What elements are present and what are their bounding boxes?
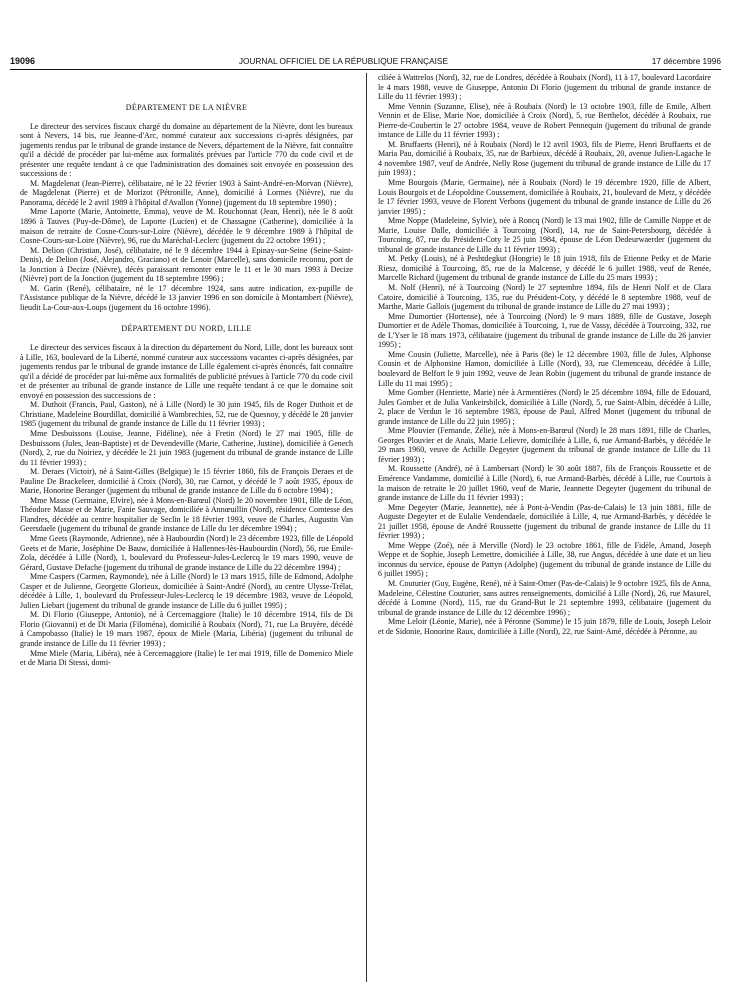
notice-paragraph: Mme Dumortier (Hortense), née à Tourcoing (Nord) le 9 mars 1889, fille de Gustave, Joseph Dumortier et de Adèle Thomas, domiciliée à Tourcoing, 1, rue de Vassy, décédée à Tourcoing, 332, rue de L'Yser le 18 mars 1973, célibataire (jugement du tribunal de grande instance de Lille du 26 janvier 1995) ; [378, 311, 711, 350]
notice-paragraph: Mme Leloir (Léonie, Marie), née à Péronne (Somme) le 15 juin 1879, fille de Louis, Joseph Leloir et de Sidonie, Honorine Raux, domiciliée à Lille (Nord), 22, rue Saint-Amé, décédée à Péronne, au [378, 617, 711, 636]
section-title-nord-lille: DÉPARTEMENT DU NORD, LILLE [121, 324, 252, 334]
notice-paragraph: Mme Noppe (Madeleine, Sylvie), née à Roncq (Nord) le 13 mai 1902, fille de Camille Noppe et de Marie, Louise Dalle, domiciliée à Tourcoing (Nord), 14, rue de Saint-Petersbourg, décédée à Tourcoing, 87, rue du Président-Coty le 25 juin 1984, épouse de Léon Dedeurwaerder (jugement du tribunal de grande instance de Lille du 11 février 1993) ; [378, 216, 711, 254]
notice-paragraph: Mme Vennin (Suzanne, Elise), née à Roubaix (Nord) le 13 octobre 1903, fille de Emile, Albert Vennin et de Elise, Marie Noe, domiciliée à Croix (Nord), 5, rue Berthelot, décédée à Roubaix, rue Pierre-de-Coubertin le 27 octobre 1984, veuve de Robert Pennequin (jugement du tribunal de grande instance de Lille du 11 février 1993) ; [378, 101, 711, 140]
notice-paragraph: Mme Caspers (Carmen, Raymonde), née à Lille (Nord) le 13 mars 1915, fille de Edmond, Adolphe Casper et de Julienne, Georgette Glorieux, domiciliée à Saint-André (Nord), au centre Ulysse-Trélat, décédée à Lille, 1, boulevard du Professeur-Jules-Leclercq le 19 décembre 1983, veuve de Léopold, Julien Liebart (jugement du tribunal de grande instance de Lille du 6 juillet 1995) ; [20, 572, 353, 610]
notice-paragraph: M. Duthoit (Francis, Paul, Gaston), né à Lille (Nord) le 30 juin 1945, fils de Roger Duthoit et de Christiane, Madeleine Bourdillat, domicilié à Wambrechies, 52, rue de Quesnoy, y décédé le 28 janvier 1985 (jugement du tribunal de grande instance de Lille du 11 février 1993) ; [20, 400, 353, 429]
journal-title: JOURNAL OFFICIEL DE LA RÉPUBLIQUE FRANÇAISE [238, 56, 448, 66]
notice-paragraph: Mme Degeyter (Marie, Jeannette), née à Pont-à-Vendin (Pas-de-Calais) le 13 juin 1881, fille de Auguste Degeyter et de Eulalie Vendendaele, domiciliée à Lille, 4, rue Armand-Barbès, y décédée le 21 juillet 1958, épouse de André Roussette (jugement du tribunal de grande instance de Lille du 11 février 1993) ; [378, 502, 711, 541]
notice-paragraph: Mme Plouvier (Fernande, Zélie), née à Mons-en-Barœul (Nord) le 28 mars 1891, fille de Charles, Georges Plouvier et de Anaïs, Marie Lelievre, domiciliée à Lille, 6, rue Armand-Barbès, y décédée le 29 mars 1960, veuve de Achille Degeyter (jugement du tribunal de grande instance de Lille du 11 février 1993) ; [378, 426, 711, 464]
section-title-nievre: DÉPARTEMENT DE LA NIÈVRE [125, 103, 248, 112]
nievre-notices [20, 122, 353, 313]
page-header [10, 52, 721, 66]
notice-paragraph: M. Nolf (Henri), né à Tourcoing (Nord) le 27 septembre 1894, fils de Henri Nolf et de Clara Catoire, domicilié à Tourcoing, 135, rue du Président-Coty, y décédé le 8 septembre 1988, veuf de Marthe, Marie Gallois (jugement du tribunal de grande instance de Lille du 27 mai 1993) ; [378, 283, 711, 312]
notice-paragraph: Mme Masse (Germaine, Elvire), née à Mons-en-Barœul (Nord) le 20 novembre 1901, fille de Léon, Théodore Masse et de Marie, Fanie Sauvage, domiciliée à Annœuillin (Nord), résidence Comtesse des Flandres, décédée au centre hospitalier de Seclin le 18 février 1993, veuve de Charles, Augustin Van Geersdaele (jugement du tribunal de grande instance de Lille du 1er décembre 1994) ; [20, 495, 353, 534]
notice-paragraph: Mme Laporte (Marie, Antoinette, Emma), veuve de M. Rouchonnat (Jean, Henri), née le 8 août 1896 à Tauves (Puy-de-Dôme), de Laporte (Lucien) et de Chassagne (Catherine), domiciliée à la maison de retraite de Cosne-Cours-sur-Loire (Nièvre), décédée le 9 décembre 1989 à l'hôpital de Cosne-Cours-sur-Loire (Nièvre), 96, rue du Maréchal-Leclerc (jugement du 22 octobre 1991) ; [20, 207, 353, 246]
notice-paragraph: M. Petky (Louis), né à Peshtdegkut (Hongrie) le 18 juin 1918, fils de Etienne Petky et de Marie Riesz, domicilié à Tourcoing, 85, rue de la Malcense, y décédé le 6 juillet 1988, veuf de Renée, Marcelle Richard (jugement du tribunal de grande instance de Lille du 25 mars 1993) ; [378, 254, 711, 283]
issue-date: 17 décembre 1996 [651, 56, 721, 66]
right-column [378, 73, 711, 988]
notice-paragraph: Mme Cousin (Juliette, Marcelle), née à Paris (8e) le 12 décembre 1903, fille de Jules, Alphonse Cousin et de Alphonsine Hamon, domiciliée à Lille (Nord), 33, rue Clemenceau, décédée à Lille, boulevard de Belfort le 9 juin 1992, veuve de Jean Robin (jugement du tribunal de grande instance de Lille du 11 mai 1995) ; [378, 349, 711, 388]
notice-paragraph: M. Magdelenat (Jean-Pierre), célibataire, né le 22 février 1903 à Saint-André-en-Morvan (Nièvre), de Magdelenat (Pierre) et de Morizot (Pétronille, Anne), domicilié à Lormes (Nièvre), rue du Panorama, décédé le 2 avril 1989 à l'hôpital d'Avallon (Yonne) (jugement du 18 septembre 1990) ; [20, 178, 353, 207]
notice-paragraph: M. Delion (Christian, José), célibataire, né le 9 décembre 1944 à Epinay-sur-Seine (Seine-Saint-Denis), de Delion (José, Alejandro, Graciano) et de Lenoir (Marcelle), sans domicile reconnu, port de la Jonction à Decize (Nièvre), décès paraissant remonter entre le 11 et le 30 mars 1993 à Decize (Nièvre) port de la Jonction (jugement du 18 septembre 1996) ; [20, 245, 353, 284]
notice-paragraph: Mme Miele (Maria, Libéra), née à Cercemaggiore (Italie) le 1er mai 1919, fille de Domenico Miele et de Maria Di Stessi, domi- [20, 648, 353, 668]
notice-paragraph: M. Deraes (Victoir), né à Saint-Gilles (Belgique) le 15 février 1860, fils de François Deraes et de Pauline De Brackeleer, domicilié à Croix (Nord), 30, rue Carnot, y décédé le 7 août 1935, époux de Marie, Honorine Beranger (jugement du tribunal de grande instance de Lille du 6 octobre 1994) ; [20, 467, 353, 496]
notice-paragraph: M. Bruffaerts (Henri), né à Roubaix (Nord) le 12 avril 1903, fils de Pierre, Henri Bruffaerts et de Maria Pau, domicilié à Roubaix, 35, rue de Barbieux, décédé à Roubaix, 20, avenue Julien-Lagache le 4 novembre 1987, veuf de Andrée, Nelly Rose (jugement du tribunal de grande instance de Lille du 17 juin 1993) ; [378, 139, 711, 178]
notice-paragraph: M. Di Florio (Giuseppe, Antonio), né à Cercemaggiore (Italie) le 10 décembre 1914, fils de Di Florio (Giovanni) et de Di Maria (Filoména), domicilié à Roubaix (Nord), 71, rue La Bruyère, décédé à Campobasso (Italie) le 19 mars 1987, époux de Miele (Maria, Libéria) (jugement du tribunal de grande instance de Lille du 11 février 1993) ; [20, 610, 353, 648]
notice-paragraph: Mme Gomber (Henriette, Marie) née à Armentières (Nord) le 25 décembre 1894, fille de Edouard, Jules Gomber et de Julia Vankeirsbilck, domiciliée à Lille (Nord), 5, rue Saint-Albin, décédée à Lille, 2, place de Verdun le 16 septembre 1983, épouse de Paul, Alfred Monet (jugement du tribunal de grande instance de Lille du 22 juin 1995) ; [378, 388, 711, 426]
nord-lille-notices [20, 343, 353, 668]
notice-paragraph: ciliée à Wattrelos (Nord), 32, rue de Londres, décédée à Roubaix (Nord), 11 à 17, boulevard Lacordaire le 4 mars 1988, veuve de Giuseppe, Antonio Di Florio (jugement du tribunal de grande instance de Lille du 11 février 1993) ; [378, 73, 711, 102]
notice-paragraph: Mme Geets (Raymonde, Adrienne), née à Haubourdin (Nord) le 23 décembre 1923, fille de Léopold Geets et de Marie, Joséphine De Bauw, domiciliée à Hallennes-lès-Haubourdin (Nord), 56, rue Emile-Zola, décédée à Lille (Nord), 1, boulevard du Professeur-Jules-Leclercq le 19 mars 1990, veuve de Gérard, Gustave Defache (jugement du tribunal de grande instance de Lille du 22 décembre 1994) ; [20, 533, 353, 572]
nord-lille-notices-continued [378, 73, 711, 636]
notice-paragraph: Le directeur des services fiscaux chargé du domaine au département de la Nièvre, dont les bureaux sont à Nevers, 14 bis, rue Jeanne-d'Arc, nommé curateur aux successions ci-après désignées, par jugements rendus par le tribunal de grande instance de Nevers, département de la Nièvre, fait connaître qu'il a décidé de procéder par lui-même aux formalités prévues par l'article 770 du code civil et de présenter une requête tendant à ce que l'administration des domaines soit envoyée en possession des successions de : [20, 121, 353, 179]
notice-paragraph: M. Roussette (André), né à Lambersart (Nord) le 30 août 1887, fils de François Roussette et de Emérence Vandamme, domicilié à Lille (Nord), 6, rue Armand-Barbès, décédé à Lille, rue Courtois à la maison de retraite le 20 juillet 1960, veuf de Marie, Jeannette Degeyter (jugement du tribunal de grande instance de Lille du 11 février 1993) ; [378, 464, 711, 503]
left-column [20, 100, 353, 980]
header-rule [10, 69, 721, 70]
notice-paragraph: Le directeur des services fiscaux à la direction du département du Nord, Lille, dont les bureaux sont à Lille, 163, boulevard de la Liberté, nommé curateur aux successions vacantes ci-après désignées, par jugements rendus par le tribunal de grande instance de Lille également ci-après énoncés, fait connaître qu'il a décidé de procéder par lui-même aux formalités de publicité prévues à l'article 770 du code civil et de présenter au tribunal de grande instance de Lille une requête tendant à ce que le domaine soit envoyé en possession des successions de : [20, 343, 353, 400]
notice-paragraph: Mme Desbuissons (Louise, Jeanne, Fidéline), née à Fretin (Nord) le 27 mai 1905, fille de Desbuissons (Jules, Jean-Baptiste) et de Devendeville (Marie, Catherine, Justine), domiciliée à Genech (Nord), 2, rue du Noiriez, y décédée le 21 juin 1983 (jugement du tribunal de grande instance de Lille du 11 février 1993) ; [20, 428, 353, 467]
page-number: 19096 [10, 56, 36, 66]
column-divider [366, 73, 367, 982]
notice-paragraph: Mme Weppe (Zoé), née à Merville (Nord) le 23 octobre 1861, fille de Fidèle, Amand, Joseph Weppe et de Sophie, Joseph Lemettre, domiciliée à Lille, 38, rue Angus, décédée à une date et un lieu inconnus du service, épouse de Pattyn (Adolphe) (jugement du tribunal de grande instance de Lille du 6 juillet 1995) ; [378, 540, 711, 579]
notice-paragraph: M. Couturier (Guy, Eugène, René), né à Saint-Omer (Pas-de-Calais) le 9 octobre 1925, fils de Anna, Madeleine, Célestine Couturier, sans autres renseignements, domicilié à Lille (Nord), 26, rue Masurel, décédé à Lomme (Nord), 115, rue du Grand-But le 21 septembre 1993, célibataire (jugement du tribunal de grande instance de Lille du 12 décembre 1996) ; [378, 578, 711, 617]
notice-paragraph: Mme Bourgois (Marie, Germaine), née à Roubaix (Nord) le 19 décembre 1920, fille de Albert, Louis Bourgois et de Léopoldine Coussement, domiciliée à Roubaix, 21, boulevard de Metz, y décédée le 17 février 1993, veuve de Florent Verbons (jugement du tribunal de grande instance de Lille du 26 janvier 1995) ; [378, 178, 711, 216]
notice-paragraph: M. Garin (René), célibataire, né le 17 décembre 1924, sans autre indication, ex-pupille de l'Assistance publique de la Nièvre, décédé le 13 janvier 1996 en son domicile à Montambert (Nièvre), lieudit La-Cour-aux-Loups (jugement du 16 octobre 1996). [20, 283, 353, 312]
